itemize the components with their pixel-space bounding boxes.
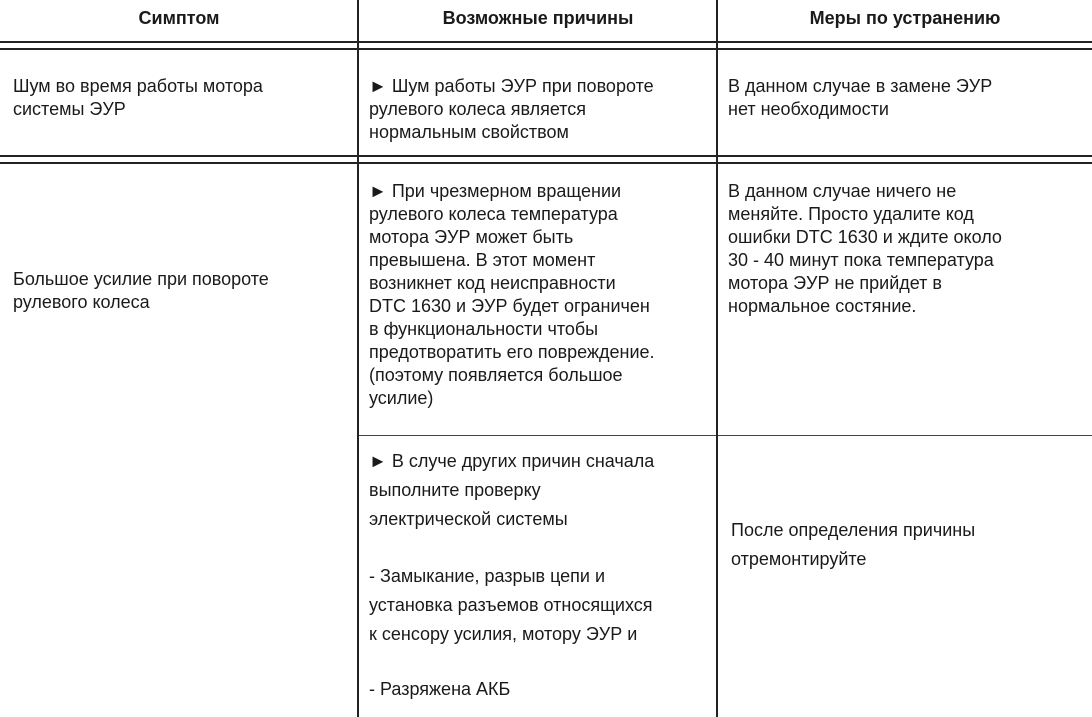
text-line: - Разряжена АКБ (369, 679, 511, 699)
text-line: к сенсору усилия, мотору ЭУР и (369, 624, 638, 644)
row1-rule-top (0, 155, 1092, 157)
text-line: системы ЭУР (13, 99, 126, 119)
cause-split-rule (358, 435, 1092, 436)
text-line: DTC 1630 и ЭУР будет ограничен (369, 296, 650, 316)
row3-cause-circuit (369, 562, 719, 649)
text-line: рулевого колеса является (369, 99, 587, 119)
header-rule-bottom (0, 48, 1092, 50)
row2-cause (369, 180, 719, 410)
text-line: возникнет код неисправности (369, 273, 616, 293)
text-line: рулевого колеса (13, 292, 150, 312)
text-line: нормальное состяние. (728, 296, 917, 316)
row1-cause (369, 75, 719, 144)
text-line: превышена. В этот момент (369, 250, 596, 270)
text-line: мотора ЭУР может быть (369, 227, 574, 247)
text-line: Большое усилие при повороте (13, 269, 269, 289)
text-line: усилие) (369, 388, 434, 408)
row3-remedy (731, 516, 1081, 574)
text-line: выполните проверку (369, 480, 541, 500)
text-line: ► При чрезмерном вращении (369, 181, 622, 201)
col-divider-1 (357, 0, 359, 717)
text-line: ► В случе других причин сначала (369, 451, 655, 471)
text-line: - Замыкание, разрыв цепи и (369, 566, 606, 586)
text-line: В данном случае ничего не (728, 181, 957, 201)
text-line: меняйте. Просто удалите код (728, 204, 974, 224)
row2-remedy (728, 180, 1078, 318)
text-line: ошибки DTC 1630 и ждите около (728, 227, 1002, 247)
text-line: Шум во время работы мотора (13, 76, 263, 96)
text-line: В данном случае в замене ЭУР (728, 76, 993, 96)
header-causes: Возможные причины (442, 7, 634, 28)
row1-remedy (728, 75, 1078, 121)
text-line: После определения причины (731, 520, 976, 540)
text-line: нет необходимости (728, 99, 889, 119)
text-line: в функциональности чтобы (369, 319, 599, 339)
text-line: установка разъемов относящихся (369, 595, 653, 615)
row3-cause-battery (369, 675, 719, 704)
text-line: ► Шум работы ЭУР при повороте (369, 76, 654, 96)
text-line: мотора ЭУР не прийдет в (728, 273, 942, 293)
text-line: рулевого колеса температура (369, 204, 618, 224)
row1-symptom (13, 75, 353, 121)
text-line: отремонтируйте (731, 549, 867, 569)
row3-cause-check (369, 447, 719, 534)
header-symptom: Симптом (138, 7, 220, 28)
text-line: 30 - 40 минут пока температура (728, 250, 994, 270)
header-remedies: Меры по устранению (809, 7, 1001, 28)
text-line: (поэтому появляется большое (369, 365, 623, 385)
row1-rule-bottom (0, 162, 1092, 164)
text-line: предотворатить его повреждение. (369, 342, 655, 362)
row2-symptom (13, 268, 353, 314)
text-line: электрической системы (369, 509, 568, 529)
text-line: нормальным свойством (369, 122, 569, 142)
header-rule-top (0, 41, 1092, 43)
